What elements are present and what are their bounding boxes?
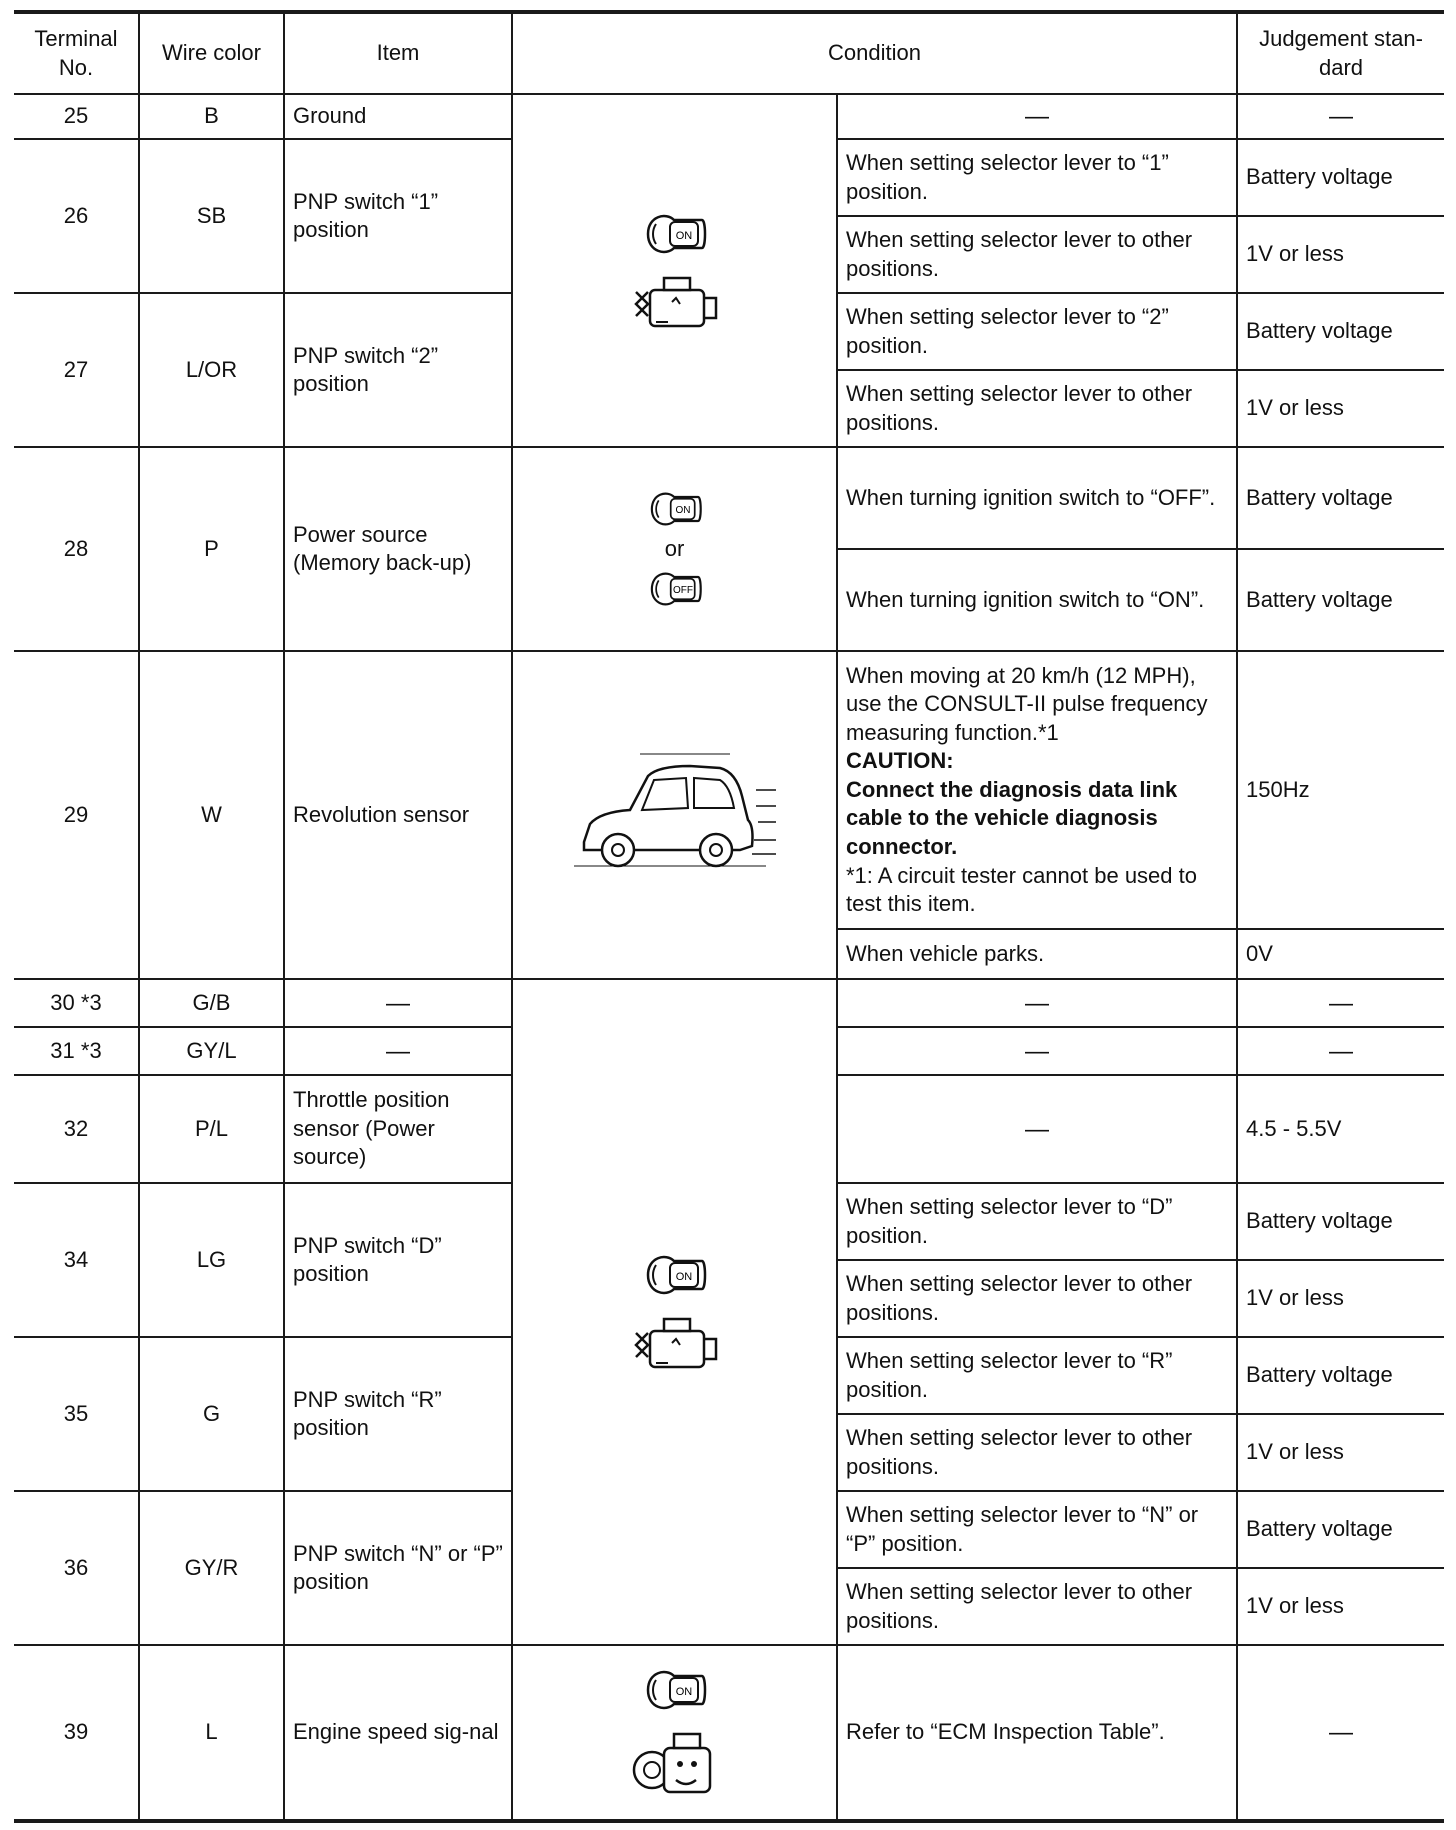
judgement-32: 4.5 - 5.5V: [1237, 1075, 1444, 1183]
judgement-34-1: Battery voltage: [1237, 1183, 1444, 1260]
condition-29-text: When moving at 20 km/h (12 MPH), use the CONSULT-II pulse frequency measuring function.*1: [846, 662, 1208, 745]
condition-32: —: [837, 1075, 1237, 1183]
terminal-no-30: 30 *3: [14, 979, 139, 1027]
terminal-no-29: 29: [14, 651, 139, 979]
judgement-27-2: 1V or less: [1237, 370, 1444, 447]
item-36: PNP switch “N” or “P” position: [284, 1491, 512, 1645]
condition-icon-cell-39: [512, 1645, 837, 1821]
condition-28-1: When turning ignition switch to “OFF”.: [837, 447, 1237, 549]
condition-27-2: When setting selector lever to other positions.: [837, 370, 1237, 447]
judgement-36-2: 1V or less: [1237, 1568, 1444, 1645]
condition-icon-cell-28: [512, 447, 837, 651]
judgement-26-1: Battery voltage: [1237, 139, 1444, 216]
condition-icon-cell-25-27: [512, 94, 837, 447]
engine-running-icon: [630, 1724, 720, 1804]
terminal-no-31: 31 *3: [14, 1027, 139, 1075]
item-32: Throttle position sensor (Power source): [284, 1075, 512, 1183]
judgement-27-1: Battery voltage: [1237, 293, 1444, 370]
engine-icon: [630, 1311, 720, 1377]
condition-29-1: [837, 651, 1237, 929]
header-judgement: Judgement stan-dard: [1237, 12, 1444, 94]
item-28: Power source (Memory back-up): [284, 447, 512, 651]
judgement-34-2: 1V or less: [1237, 1260, 1444, 1337]
wire-color-26: SB: [139, 139, 284, 293]
header-condition: Condition: [512, 12, 1237, 94]
wire-color-30: G/B: [139, 979, 284, 1027]
judgement-35-2: 1V or less: [1237, 1414, 1444, 1491]
caution-text: Connect the diagnosis data link cable to the vehicle diagnosis connector.: [846, 776, 1178, 860]
judgement-26-2: 1V or less: [1237, 216, 1444, 293]
footnote-1: *1: A circuit tester cannot be used to test this item.: [846, 862, 1197, 917]
wire-color-35: G: [139, 1337, 284, 1491]
item-39: Engine speed sig-nal: [284, 1645, 512, 1821]
item-29: Revolution sensor: [284, 651, 512, 979]
terminal-spec-table: [14, 10, 1444, 1823]
condition-30: —: [837, 979, 1237, 1027]
condition-35-2: When setting selector lever to other positions.: [837, 1414, 1237, 1491]
wire-color-32: P/L: [139, 1075, 284, 1183]
key-on-label: ON: [675, 1271, 692, 1284]
terminal-no-36: 36: [14, 1491, 139, 1645]
terminal-no-25: 25: [14, 94, 139, 139]
wire-color-39: L: [139, 1645, 284, 1821]
condition-26-2: When setting selector lever to other positions.: [837, 216, 1237, 293]
table-row-28a: [14, 447, 1444, 549]
item-25: Ground: [284, 94, 512, 139]
table-row-25: [14, 94, 1444, 139]
terminal-no-34: 34: [14, 1183, 139, 1337]
table-row-39: [14, 1645, 1444, 1821]
header-terminal-no: Terminal No.: [14, 12, 139, 94]
key-on-label: ON: [675, 229, 692, 242]
ignition-key-off-icon: [645, 565, 705, 613]
wire-color-28: P: [139, 447, 284, 651]
condition-36-2: When setting selector lever to other positions.: [837, 1568, 1237, 1645]
condition-31: —: [837, 1027, 1237, 1075]
judgement-28-2: Battery voltage: [1237, 549, 1444, 651]
wire-color-27: L/OR: [139, 293, 284, 447]
wire-color-34: LG: [139, 1183, 284, 1337]
judgement-29-2: 0V: [1237, 929, 1444, 979]
condition-27-1: When setting selector lever to “2” position.: [837, 293, 1237, 370]
key-on-label: ON: [675, 504, 690, 516]
key-on-label: ON: [675, 1685, 692, 1698]
item-31: —: [284, 1027, 512, 1075]
wire-color-36: GY/R: [139, 1491, 284, 1645]
wire-color-25: B: [139, 94, 284, 139]
judgement-39: —: [1237, 1645, 1444, 1821]
moving-vehicle-icon: [570, 750, 780, 880]
judgement-29-1: 150Hz: [1237, 651, 1444, 929]
item-26: PNP switch “1” position: [284, 139, 512, 293]
condition-25: —: [837, 94, 1237, 139]
terminal-no-32: 32: [14, 1075, 139, 1183]
judgement-30: —: [1237, 979, 1444, 1027]
terminal-no-26: 26: [14, 139, 139, 293]
item-35: PNP switch “R” position: [284, 1337, 512, 1491]
header-item: Item: [284, 12, 512, 94]
item-27: PNP switch “2” position: [284, 293, 512, 447]
key-off-label: OFF: [672, 585, 693, 597]
condition-35-1: When setting selector lever to “R” position.: [837, 1337, 1237, 1414]
or-label: or: [664, 535, 685, 561]
table-header-row: [14, 12, 1444, 94]
condition-36-1: When setting selector lever to “N” or “P” position.: [837, 1491, 1237, 1568]
condition-28-2: When turning ignition switch to “ON”.: [837, 549, 1237, 651]
item-34: PNP switch “D” position: [284, 1183, 512, 1337]
ignition-key-on-icon: [640, 206, 710, 262]
caution-label: CAUTION:: [846, 748, 954, 774]
condition-icon-cell-29: [512, 651, 837, 979]
condition-34-1: When setting selector lever to “D” position.: [837, 1183, 1237, 1260]
terminal-no-39: 39: [14, 1645, 139, 1821]
wire-color-31: GY/L: [139, 1027, 284, 1075]
judgement-28-1: Battery voltage: [1237, 447, 1444, 549]
condition-26-1: When setting selector lever to “1” position.: [837, 139, 1237, 216]
ignition-key-on-icon: [640, 1247, 710, 1303]
terminal-spec-page: [14, 10, 1444, 1823]
judgement-36-1: Battery voltage: [1237, 1491, 1444, 1568]
wire-color-29: W: [139, 651, 284, 979]
judgement-25: —: [1237, 94, 1444, 139]
terminal-no-27: 27: [14, 293, 139, 447]
ignition-key-on-icon: [640, 1662, 710, 1718]
table-row-30: [14, 979, 1444, 1027]
terminal-no-28: 28: [14, 447, 139, 651]
engine-icon: [630, 270, 720, 336]
terminal-no-35: 35: [14, 1337, 139, 1491]
condition-29-2: When vehicle parks.: [837, 929, 1237, 979]
condition-icon-cell-30-36: [512, 979, 837, 1645]
item-30: —: [284, 979, 512, 1027]
ignition-key-on-icon: [645, 485, 705, 533]
judgement-35-1: Battery voltage: [1237, 1337, 1444, 1414]
condition-34-2: When setting selector lever to other positions.: [837, 1260, 1237, 1337]
condition-39: Refer to “ECM Inspection Table”.: [837, 1645, 1237, 1821]
judgement-31: —: [1237, 1027, 1444, 1075]
table-row-29a: [14, 651, 1444, 929]
header-wire-color: Wire color: [139, 12, 284, 94]
